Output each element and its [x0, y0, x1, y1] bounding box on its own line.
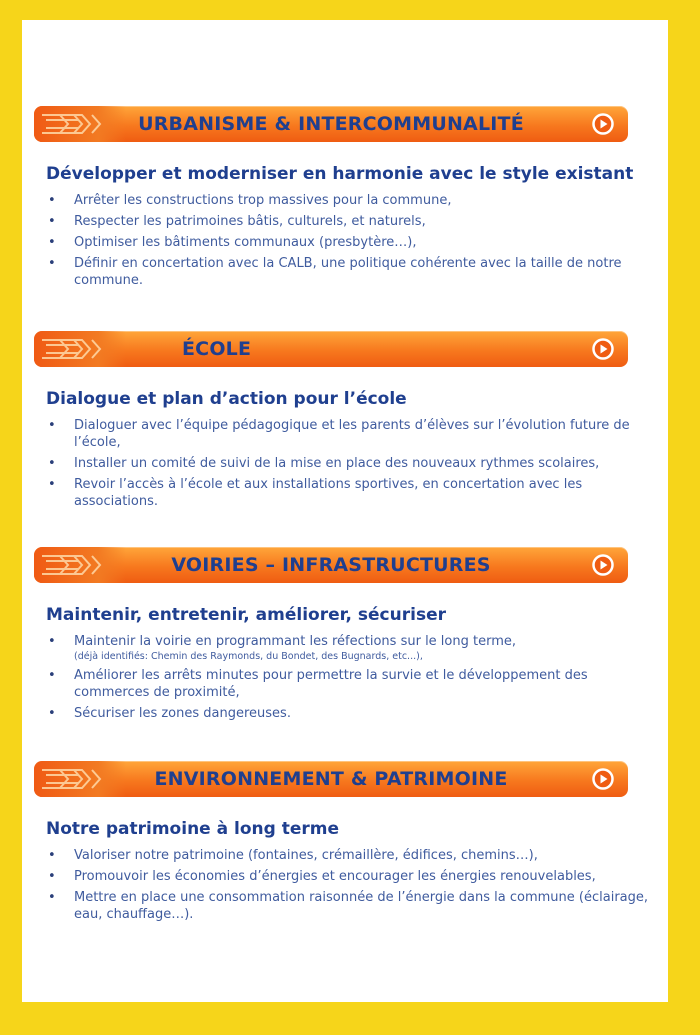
- list-item-note: (déjà identifiés: Chemin des Raymonds, du Bondet, des Bugnards, etc...),: [74, 651, 423, 662]
- section-subtitle: Maintenir, entretenir, améliorer, sécuriser: [46, 605, 446, 625]
- bullet-icon: •: [48, 193, 56, 208]
- bullet-list: [46, 633, 656, 726]
- bullet-icon: •: [48, 256, 56, 271]
- list-item: [46, 667, 656, 701]
- bullet-icon: •: [48, 706, 56, 721]
- list-item-text: Sécuriser les zones dangereuses.: [74, 706, 291, 721]
- section-title: ÉCOLE: [182, 338, 252, 360]
- section-subtitle: Notre patrimoine à long terme: [46, 819, 339, 839]
- list-item-text: Installer un comité de suivi de la mise en place des nouveaux rythmes scolaires,: [74, 456, 600, 471]
- play-circle-icon[interactable]: [592, 338, 614, 360]
- section-subtitle: Dialogue et plan d’action pour l’école: [46, 389, 407, 409]
- bullet-icon: •: [48, 869, 56, 884]
- bullet-icon: •: [48, 235, 56, 250]
- list-item: [46, 847, 656, 864]
- section-subtitle: Développer et moderniser en harmonie avec le style existant: [46, 164, 634, 184]
- list-item-text: Arrêter les constructions trop massives pour la commune,: [74, 193, 452, 208]
- list-item: [46, 417, 656, 451]
- list-item: [46, 192, 656, 209]
- bullet-icon: •: [48, 848, 56, 863]
- list-item-text: Promouvoir les économies d’énergies et encourager les énergies renouvelables,: [74, 869, 596, 884]
- bullet-list: [46, 847, 656, 927]
- list-item: [46, 255, 656, 289]
- list-item-text: Revoir l’accès à l’école et aux installations sportives, en concertation avec les associations.: [74, 477, 583, 509]
- list-item-text: Respecter les patrimoines bâtis, culturels, et naturels,: [74, 214, 426, 229]
- bullet-icon: •: [48, 890, 56, 905]
- play-circle-icon[interactable]: [592, 768, 614, 790]
- list-item-text: Valoriser notre patrimoine (fontaines, crémaillère, édifices, chemins…),: [74, 848, 538, 863]
- section-title: ENVIRONNEMENT & PATRIMOINE: [154, 768, 508, 790]
- play-circle-icon[interactable]: [592, 113, 614, 135]
- list-item-text: Dialoguer avec l’équipe pédagogique et les parents d’élèves sur l’évolution future de l’école,: [74, 418, 630, 450]
- section-banner: [34, 547, 628, 583]
- section-banner: [34, 761, 628, 797]
- list-item: [46, 234, 656, 251]
- leaflet-page: [22, 20, 668, 1002]
- bullet-icon: •: [48, 668, 56, 683]
- list-item-text: Définir en concertation avec la CALB, une politique cohérente avec la taille de notre commune.: [74, 256, 622, 288]
- bullet-list: [46, 417, 656, 514]
- list-item: [46, 455, 656, 472]
- list-item: [46, 705, 656, 722]
- bullet-list: [46, 192, 656, 293]
- list-item: [46, 213, 656, 230]
- list-item-text: Mettre en place une consommation raisonnée de l’énergie dans la commune (éclairage, eau, chauffage…).: [74, 890, 649, 922]
- section-title: URBANISME & INTERCOMMUNALITÉ: [138, 113, 524, 135]
- list-item: [46, 889, 656, 923]
- bullet-icon: •: [48, 477, 56, 492]
- section-banner: [34, 331, 628, 367]
- bullet-icon: •: [48, 634, 56, 649]
- bullet-icon: •: [48, 214, 56, 229]
- section-title: VOIRIES – INFRASTRUCTURES: [171, 554, 491, 576]
- list-item: [46, 476, 656, 510]
- list-item-text: Améliorer les arrêts minutes pour permettre la survie et le développement des commerces de proximité,: [74, 668, 588, 700]
- bullet-icon: •: [48, 418, 56, 433]
- list-item-text: Optimiser les bâtiments communaux (presbytère…),: [74, 235, 417, 250]
- play-circle-icon[interactable]: [592, 554, 614, 576]
- list-item: [46, 868, 656, 885]
- bullet-icon: •: [48, 456, 56, 471]
- list-item: [46, 633, 656, 663]
- list-item-text: Maintenir la voirie en programmant les réfections sur le long terme,: [74, 634, 516, 649]
- section-banner: [34, 106, 628, 142]
